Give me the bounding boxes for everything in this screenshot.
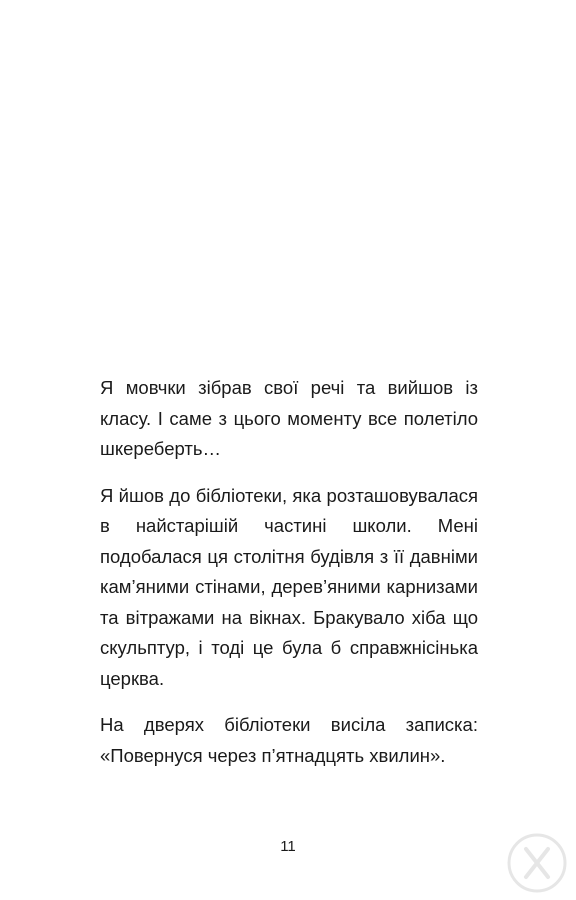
paragraph-3: На дверях бібліотеки висіла записка: «Повернуся через п’ятнадцять хвилин». — [100, 714, 478, 766]
page-number: 11 — [280, 838, 296, 855]
x-circle-logo-icon — [506, 832, 568, 894]
body-text — [100, 373, 478, 787]
paragraph-1: Я мовчки зібрав свої речі та вийшов із класу. І саме з цього моменту все полетіло шкереберть… — [100, 377, 478, 459]
paragraph-2: Я йшов до бібліотеки, яка розташовувалася в найстарішій частині школи. Мені подобалася ця столітня будівля з її давніми кам’яними стінами, дерев’яними карнизами та вітражами на вікнах. Бракувало хіба що скульптур, і тоді це була б справжнісінька церква. — [100, 484, 478, 689]
